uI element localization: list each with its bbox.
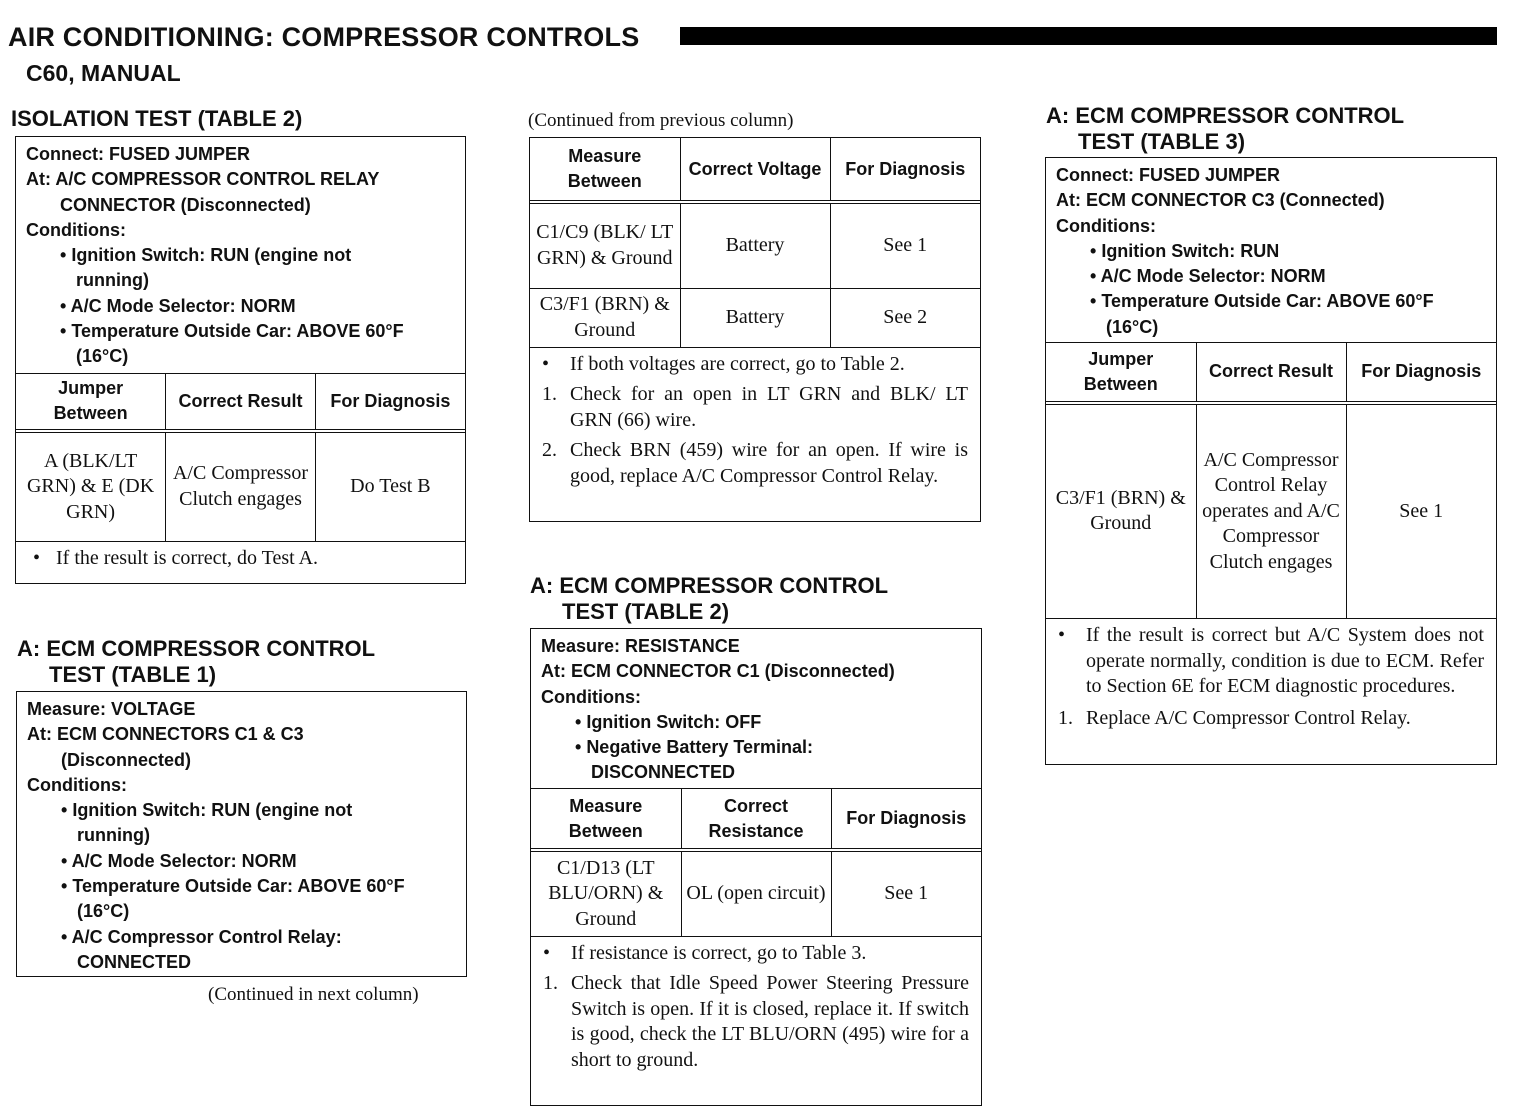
- condition-text: Ignition Switch: RUN: [1101, 240, 1280, 261]
- condition-text: Ignition Switch: RUN (engine not: [71, 245, 352, 266]
- table-cell: Battery: [680, 288, 830, 347]
- note-item: [542, 382, 968, 433]
- page-subtitle: C60, MANUAL: [26, 60, 181, 86]
- page-title: AIR CONDITIONING: COMPRESSOR CONTROLS: [8, 22, 640, 52]
- measure-line: Measure: VOLTAGE: [27, 699, 196, 719]
- at-line-cont: CONNECTOR (Disconnected): [60, 194, 311, 215]
- table-cell: See 1: [1346, 403, 1496, 619]
- continued-notes: [530, 348, 980, 494]
- note-text: Replace A/C Compressor Control Relay.: [1086, 706, 1411, 729]
- title-rule-bar: [680, 27, 1497, 45]
- conditions-label: Conditions:: [541, 686, 641, 707]
- condition-item: • A/C Mode Selector: NORM: [60, 295, 296, 316]
- column-header: For Diagnosis: [831, 788, 981, 850]
- note-text: Check for an open in LT GRN and BLK/ LT GRN (66) wire.: [570, 383, 968, 431]
- title-line: TEST (TABLE 3): [1078, 129, 1246, 154]
- condition-item-cont: running): [77, 825, 150, 846]
- note-item: [1058, 623, 1484, 700]
- table-cell: OL (open circuit): [681, 850, 831, 936]
- column-header: For Diagnosis: [315, 373, 465, 431]
- note-marker: •: [542, 352, 550, 375]
- condition-item: • Temperature Outside Car: ABOVE 60°F: [1090, 291, 1434, 312]
- condition-text: A/C Mode Selector: NORM: [70, 295, 296, 316]
- note-item: [543, 971, 969, 1073]
- isolation-test-table: [16, 373, 465, 542]
- table3-notes: [1046, 619, 1496, 735]
- table3-box: [1045, 157, 1497, 765]
- note-item: [542, 352, 968, 378]
- condition-item: • Ignition Switch: OFF: [575, 711, 762, 732]
- continued-table-box: [529, 137, 981, 522]
- note-text: If both voltages are correct, go to Table 2.: [570, 352, 905, 375]
- measure-line: Measure: RESISTANCE: [541, 636, 740, 656]
- table-row: [530, 288, 980, 347]
- table2-table: [531, 788, 981, 937]
- isolation-notes: [16, 542, 465, 576]
- title-line: TEST (TABLE 2): [562, 599, 730, 624]
- table-cell: A (BLK/LT GRN) & E (DK GRN): [16, 431, 166, 541]
- table-cell: C3/F1 (BRN) & Ground: [530, 288, 680, 347]
- note-marker: 1.: [1058, 706, 1073, 729]
- table-cell: C1/C9 (BLK/ LT GRN) & Ground: [530, 202, 680, 288]
- condition-item: • Negative Battery Terminal:: [575, 737, 814, 758]
- table-row: [1046, 403, 1496, 619]
- table3-header: [1046, 158, 1496, 342]
- condition-text: A/C Mode Selector: NORM: [1100, 266, 1326, 287]
- table1-box: [16, 691, 467, 977]
- column-header: For Diagnosis: [1346, 343, 1496, 403]
- condition-text: Ignition Switch: OFF: [586, 711, 762, 732]
- note-text: If the result is correct but A/C System does not operate normally, condition is due to ECM. Refer to Section 6E for ECM diagnostic procedures.: [1086, 624, 1484, 698]
- condition-item-cont: (16°C): [76, 346, 129, 367]
- table2-header: [531, 629, 981, 788]
- column-header: For Diagnosis: [830, 138, 980, 202]
- continued-voltage-table: [530, 138, 980, 348]
- table2-box: [530, 628, 982, 1106]
- condition-text: Negative Battery Terminal:: [586, 737, 814, 758]
- column-header: Correct Result: [1196, 343, 1346, 403]
- note-marker: •: [1058, 624, 1066, 647]
- table-row: [530, 202, 980, 288]
- condition-item: • Ignition Switch: RUN (engine not: [60, 245, 352, 266]
- at-line: At: ECM CONNECTOR C3 (Connected): [1056, 190, 1385, 211]
- condition-item-cont: CONNECTED: [77, 951, 192, 972]
- condition-text: Temperature Outside Car: ABOVE 60°F: [71, 321, 404, 342]
- conditions-label: Conditions:: [27, 774, 127, 795]
- note-marker: 2.: [542, 439, 557, 461]
- condition-item-cont: running): [76, 270, 149, 291]
- at-line: At: A/C COMPRESSOR CONTROL RELAY: [26, 169, 380, 190]
- condition-text: Temperature Outside Car: ABOVE 60°F: [72, 876, 405, 897]
- condition-item-cont: (16°C): [1106, 316, 1159, 337]
- title-line: A: ECM COMPRESSOR CONTROL: [530, 573, 889, 598]
- condition-item-cont: DISCONNECTED: [591, 762, 736, 783]
- isolation-test-title: ISOLATION TEST (TABLE 2): [11, 106, 303, 131]
- condition-text: A/C Mode Selector: NORM: [71, 850, 297, 871]
- condition-text: Temperature Outside Car: ABOVE 60°F: [1101, 291, 1434, 312]
- at-line: At: ECM CONNECTOR C1 (Disconnected): [541, 661, 895, 682]
- condition-item-cont: (16°C): [77, 901, 130, 922]
- connect-line: Connect: FUSED JUMPER: [1056, 165, 1281, 185]
- table-cell: Battery: [680, 202, 830, 288]
- note-text: If resistance is correct, go to Table 3.: [571, 941, 867, 964]
- note-marker: •: [543, 941, 551, 964]
- continued-from-note: (Continued from previous column): [528, 110, 794, 131]
- table-cell: C3/F1 (BRN) & Ground: [1046, 403, 1196, 619]
- condition-text: A/C Compressor Control Relay:: [71, 926, 342, 947]
- at-line-cont: (Disconnected): [61, 749, 192, 770]
- table-row: [16, 431, 465, 541]
- condition-item: • Temperature Outside Car: ABOVE 60°F: [61, 876, 405, 897]
- table1-title: [17, 636, 375, 688]
- column-header: Correct Result: [166, 373, 316, 431]
- table-cell: Do Test B: [315, 431, 465, 541]
- table1-header: [17, 692, 466, 978]
- note-marker: 1.: [542, 383, 557, 405]
- isolation-test-box: [15, 136, 466, 584]
- note-text: Check BRN (459) wire for an open. If wire is good, replace A/C Compressor Control Relay.: [570, 439, 968, 487]
- condition-item: • Temperature Outside Car: ABOVE 60°F: [60, 321, 404, 342]
- note-marker: 1.: [543, 972, 558, 995]
- condition-text: Ignition Switch: RUN (engine not: [72, 800, 353, 821]
- table-cell: C1/D13 (LT BLU/ORN) & Ground: [531, 850, 681, 936]
- table2-title: [530, 573, 888, 625]
- title-line: A: ECM COMPRESSOR CONTROL: [17, 636, 376, 661]
- title-line: A: ECM COMPRESSOR CONTROL: [1046, 103, 1405, 128]
- condition-item: • A/C Mode Selector: NORM: [61, 850, 297, 871]
- column-header: Measure Between: [531, 788, 681, 850]
- at-line: At: ECM CONNECTORS C1 & C3: [27, 724, 304, 745]
- table-cell: A/C Compressor Control Relay operates and A/C Compressor Clutch engages: [1196, 403, 1346, 619]
- table3-title: [1046, 103, 1404, 155]
- note-item: [543, 941, 969, 967]
- connect-line: Connect: FUSED JUMPER: [26, 144, 251, 164]
- note-text: If the result is correct, do Test A.: [56, 546, 319, 569]
- table-cell: See 1: [831, 850, 981, 936]
- column-header: Correct Voltage: [680, 138, 830, 202]
- isolation-test-header: [16, 137, 465, 373]
- table-cell: See 2: [830, 288, 980, 347]
- conditions-label: Conditions:: [1056, 215, 1156, 236]
- table-cell: See 1: [830, 202, 980, 288]
- column-header: Jumper Between: [16, 373, 166, 431]
- conditions-label: Conditions:: [26, 219, 126, 240]
- continued-next-note: (Continued in next column): [208, 984, 419, 1005]
- note-text: Check that Idle Speed Power Steering Pressure Switch is open. If it is closed, replace it. If switch is good, check the LT BLU/ORN (495) wire for a short to ground.: [571, 972, 969, 1071]
- condition-item: • Ignition Switch: RUN (engine not: [61, 800, 353, 821]
- table-row: [531, 850, 981, 936]
- table2-notes: [531, 937, 981, 1078]
- column-header: Jumper Between: [1046, 343, 1196, 403]
- condition-item: • A/C Compressor Control Relay:: [61, 926, 342, 947]
- condition-item: • A/C Mode Selector: NORM: [1090, 266, 1326, 287]
- title-line: TEST (TABLE 1): [49, 662, 217, 687]
- column-header: Correct Resistance: [681, 788, 831, 850]
- condition-item: • Ignition Switch: RUN: [1090, 240, 1280, 261]
- column-header: Measure Between: [530, 138, 680, 202]
- note-item: [542, 438, 968, 489]
- note-item: [1058, 706, 1484, 732]
- table-cell: A/C Compressor Clutch engages: [166, 431, 316, 541]
- table3-table: [1046, 342, 1496, 619]
- note-item: • If the result is correct, do Test A.: [28, 546, 453, 572]
